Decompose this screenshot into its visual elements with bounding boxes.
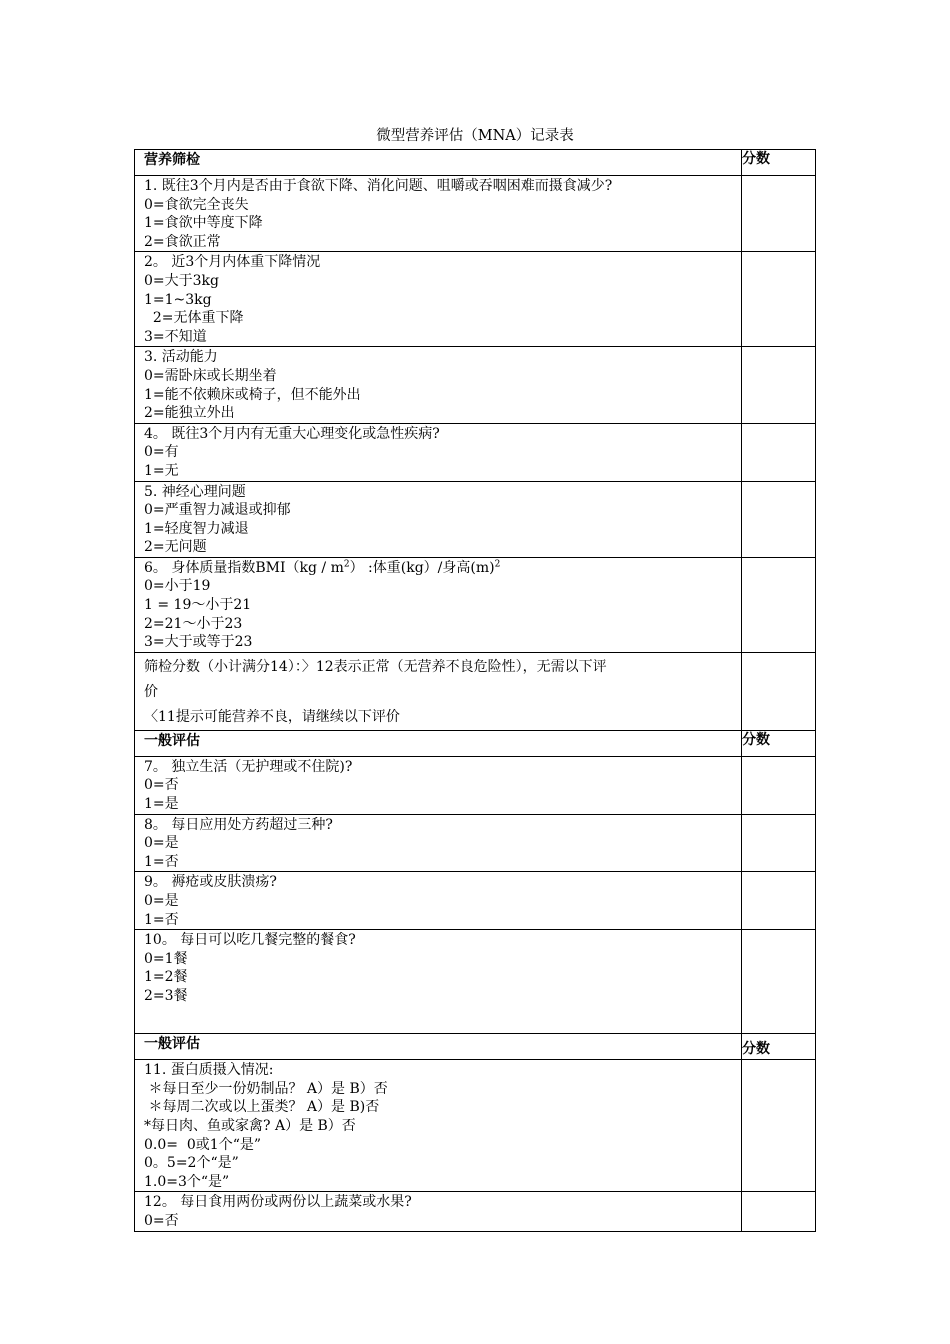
option-text: 1=是 [144,796,179,813]
option-text: 0=大于3kg [144,272,219,289]
option-text: 0=是 [144,893,179,909]
option-text: 0=是 [144,835,179,852]
question-cell [135,756,742,814]
section-header: 一般评估 [135,730,742,756]
score-cell[interactable] [742,756,816,814]
question-row [135,176,816,252]
screening-score-note [135,652,742,730]
score-cell[interactable] [742,1060,816,1192]
question-text: 1. 既往3个月内是否由于食欲下降、消化问题、咀嚼或吞咽困难而摄食减少? [144,178,613,194]
option-text: 0=否 [144,1212,179,1229]
question-text: 12。 每日食用两份或两份以上蔬菜或水果? [144,1194,412,1211]
option-text: 1=能不依赖床或椅子，但不能外出 [144,386,361,403]
option-text: 0.0= 0或1个“是” [144,1136,262,1153]
option-text: 0=有 [144,444,179,461]
option-text: 0=小于19 [144,578,211,595]
question-cell [135,930,742,1034]
question-cell [135,347,742,423]
question-row [135,423,816,481]
option-text: ＊每日至少一份奶制品？ A）是 B）否 [144,1080,388,1097]
option-text: 0=严重智力减退或抑郁 [144,502,291,519]
question-cell [135,176,742,252]
option-text: 1.0=3个“是” [144,1173,230,1190]
question-row [135,930,816,1034]
question-row [135,756,816,814]
score-cell[interactable] [742,652,816,730]
option-text: 1=无 [144,462,179,479]
question-text: 5. 神经心理问题 [144,483,246,500]
score-cell[interactable] [742,557,816,652]
question-cell [135,481,742,557]
score-header: 分数 [742,730,816,756]
score-cell[interactable] [742,930,816,1034]
option-text: 0=1餐 [144,950,188,967]
question-cell [135,814,742,872]
section-header: 一般评估 [135,1034,742,1060]
question-row [135,872,816,930]
option-text: 3=大于或等于23 [144,634,253,651]
option-text: 2=无体重下降 [144,310,244,327]
note-text: 〈11提示可能营养不良，请继续以下评价 [144,708,400,725]
option-text: 1=否 [144,911,179,928]
option-text: 2=能独立外出 [144,405,235,422]
option-text: *每日肉、鱼或家禽? A）是 B）否 [144,1117,356,1134]
question-cell [135,423,742,481]
question-cell [135,1192,742,1231]
option-text: 0=食欲完全丧失 [144,196,249,213]
mna-record-table [134,149,816,1232]
option-text: 1 = 19～小于21 [144,597,252,614]
question-row [135,252,816,347]
question-text: 4。 既往3个月内有无重大心理变化或急性疾病? [144,425,440,442]
option-text: 2=3餐 [144,987,188,1004]
section-header-row [135,730,816,756]
question-cell [135,872,742,930]
option-text: 0=需卧床或长期坐着 [144,367,277,384]
question-cell [135,1060,742,1192]
question-text: 7。 独立生活（无护理或不住院)? [144,758,353,775]
question-text: 9。 褥疮或皮肤溃疡? [144,874,277,891]
option-text: 2=无问题 [144,539,207,556]
screening-score-row [135,652,816,730]
question-row [135,1192,816,1231]
score-header: 分数 [742,1034,816,1060]
score-cell[interactable] [742,872,816,930]
question-row [135,481,816,557]
option-text: 1=2餐 [144,969,188,986]
score-cell[interactable] [742,252,816,347]
note-text: 筛检分数（小计满分14）：〉12表示正常（无营养不良危险性），无需以下评 [144,658,607,675]
page-title: 微型营养评估（MNA）记录表 [376,128,574,144]
question-cell [135,252,742,347]
option-text: 2=食欲正常 [144,233,221,250]
question-row [135,557,816,652]
question-text: 3. 活动能力 [144,349,218,366]
option-text: ＊每周二次或以上蛋类？ A）是 B)否 [144,1099,380,1116]
section-header-row [135,150,816,176]
option-text: 3=不知道 [144,328,207,345]
question-text: 11. 蛋白质摄入情况: [144,1062,274,1079]
section-header: 营养筛检 [135,150,742,176]
question-cell [135,557,742,652]
option-text: 1=1~3kg [144,291,212,308]
score-cell[interactable] [742,347,816,423]
question-row [135,1060,816,1192]
option-text: 1=否 [144,853,179,870]
score-cell[interactable] [742,814,816,872]
score-cell[interactable] [742,1192,816,1231]
question-row [135,347,816,423]
option-text: 0=否 [144,777,179,794]
option-text: 1=轻度智力减退 [144,520,249,537]
question-text: 6。 身体质量指数$BMI(kg / m^2)$ :体重(kg）/身高$(m)^2$ [144,559,501,576]
score-header: 分数 [742,150,816,176]
score-cell[interactable] [742,423,816,481]
score-cell[interactable] [742,481,816,557]
question-text: 2。 近3个月内体重下降情况 [144,254,321,271]
question-text: 8。 每日应用处方药超过三种? [144,816,333,833]
section-header-row [135,1034,816,1060]
question-text: 10。 每日可以吃几餐完整的餐食? [144,932,356,949]
question-row [135,814,816,872]
note-text: 价 [144,683,158,700]
score-cell[interactable] [742,176,816,252]
option-text: 0。5=2个“是” [144,1155,239,1172]
option-text: 2=21～小于23 [144,615,243,632]
option-text: 1=食欲中等度下降 [144,215,263,232]
